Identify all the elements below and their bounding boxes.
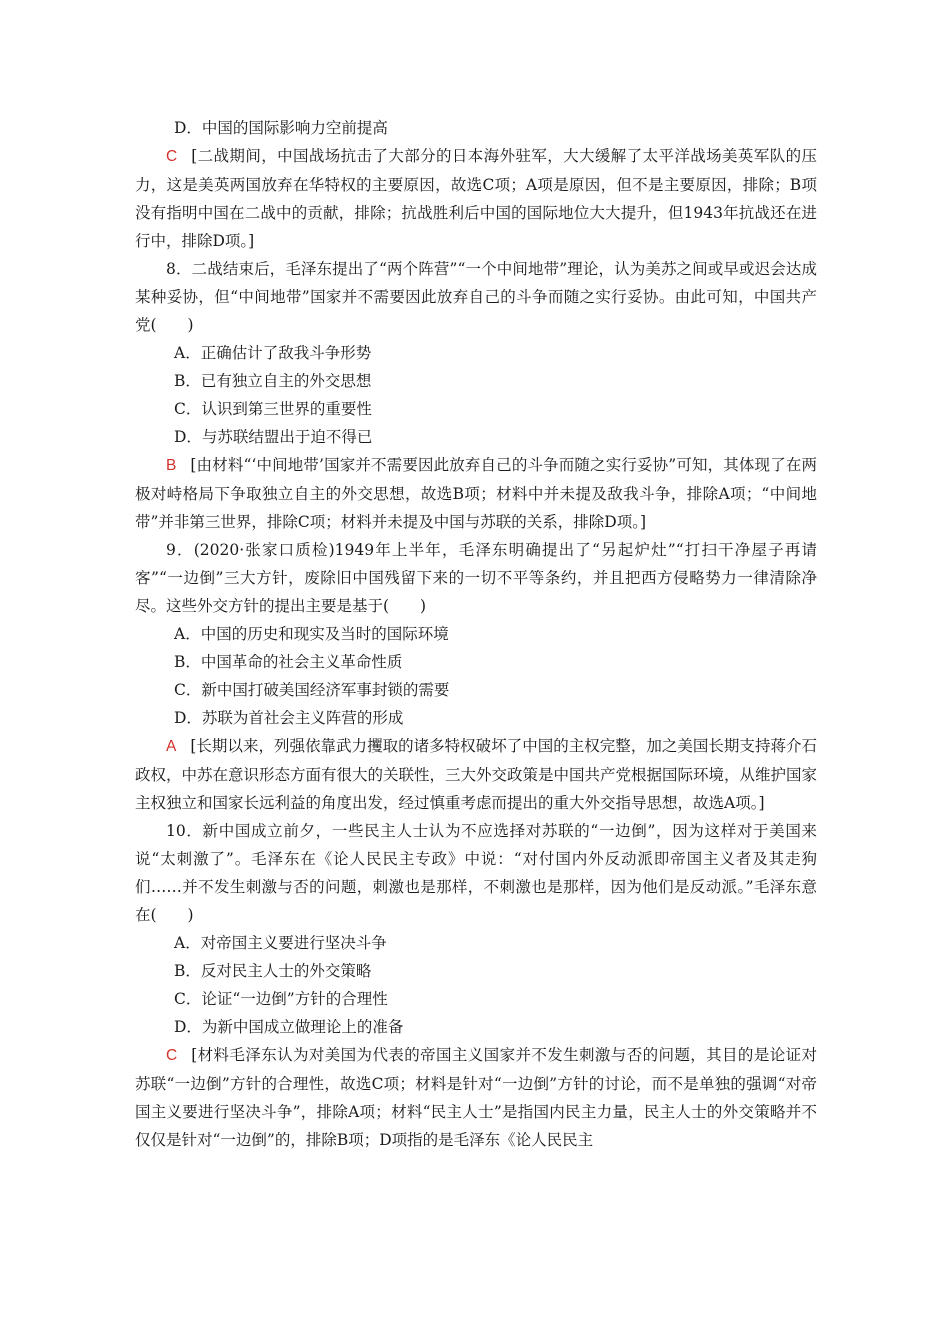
q9-stem: 9．(2020·张家口质检)1949年上半年，毛泽东明确提出了“另起炉灶”“打扫干净屋子再请客”“一边倒”三大方针，废除旧中国残留下来的一切不平等条约，并且把西方侵略势力一律清除净尽。这些外交方针的提出主要是基于( ) — [135, 541, 817, 615]
q7-answer — [135, 142, 817, 255]
q10-answer-letter: C — [166, 1047, 178, 1064]
q10-option-c: C．论证“一边倒”方针的合理性 — [174, 990, 388, 1008]
q10-stem: 10．新中国成立前夕，一些民主人士认为不应选择对苏联的“一边倒”，因为这样对于美国来说“太刺激了”。毛泽东在《论人民民主专政》中说：“对付国内外反动派即帝国主义者及其走狗们……并不发生刺激与否的问题，刺激也是那样，不刺激也是那样，因为他们是反动派。”毛泽东意在( ) — [135, 822, 817, 924]
q8-option-a: A．正确估计了敌我斗争形势 — [174, 344, 372, 362]
q10-option-b: B．反对民主人士的外交策略 — [174, 962, 372, 980]
q8-option-c: C．认识到第三世界的重要性 — [174, 400, 372, 418]
q10-option-d: D．为新中国成立做理论上的准备 — [174, 1018, 404, 1036]
q7-option-d: D．中国的国际影响力空前提高 — [174, 119, 388, 137]
q8-stem: 8．二战结束后，毛泽东提出了“两个阵营”“一个中间地带”理论，认为美苏之间或早或迟会达成某种妥协，但“中间地带”国家并不需要因此放弃自己的斗争而随之实行妥协。由此可知，中国共产党( ) — [135, 260, 817, 334]
q9-answer-letter: A — [166, 738, 177, 755]
q9-answer — [135, 732, 817, 817]
q9-option-d: D．苏联为首社会主义阵营的形成 — [174, 709, 404, 727]
q7-answer-letter: C — [166, 148, 178, 165]
document-page — [135, 114, 817, 1154]
q8-option-b: B．已有独立自主的外交思想 — [174, 372, 372, 390]
q9-answer-explanation: [长期以来，列强依靠武力攫取的诸多特权破坏了中国的主权完整，加之美国长期支持蒋介石政权，中苏在意识形态方面有很大的关联性，三大外交政策是中国共产党根据国际环境，从维护国家主权独立和国家长远利益的角度出发，经过慎重考虑而提出的重大外交指导思想，故选A项。] — [135, 737, 818, 812]
q10-option-a: A．对帝国主义要进行坚决斗争 — [174, 934, 387, 952]
q8-answer — [135, 451, 817, 536]
q9-option-c: C．新中国打破美国经济军事封锁的需要 — [174, 681, 450, 699]
q8-option-d: D．与苏联结盟出于迫不得已 — [174, 428, 373, 446]
q10-answer-explanation: [材料毛泽东认为对美国为代表的帝国主义国家并不发生刺激与否的问题，其目的是论证对苏联“一边倒”方针的合理性，故选C项；材料是针对“一边倒”方针的讨论，而不是单独的强调“对帝国主义要进行坚决斗争”，排除A项；材料“民主人士”是指国内民主力量，民主人士的外交策略并不仅仅是针对“一边倒”的，排除B项；D项指的是毛泽东《论人民民主 — [135, 1046, 817, 1149]
q9-option-b: B．中国革命的社会主义革命性质 — [174, 653, 403, 671]
q7-answer-explanation: [二战期间，中国战场抗击了大部分的日本海外驻军，大大缓解了太平洋战场美英军队的压力，这是美英两国放弃在华特权的主要原因，故选C项；A项是原因，但不是主要原因，排除；B项没有指明中国在二战中的贡献，排除；抗战胜利后中国的国际地位大大提升，但1943年抗战还在进行中，排除D项。] — [135, 147, 817, 250]
q8-answer-explanation: [由材料“‘中间地带’国家并不需要因此放弃自己的斗争而随之实行妥协”可知，其体现了在两极对峙格局下争取独立自主的外交思想，故选B项；材料中并未提及敌我斗争，排除A项；“中间地带”并非第三世界，排除C项；材料并未提及中国与苏联的关系，排除D项。] — [135, 456, 817, 531]
q8-answer-letter: B — [166, 457, 177, 474]
q10-answer — [135, 1041, 817, 1154]
q9-option-a: A．中国的历史和现实及当时的国际环境 — [174, 625, 449, 643]
